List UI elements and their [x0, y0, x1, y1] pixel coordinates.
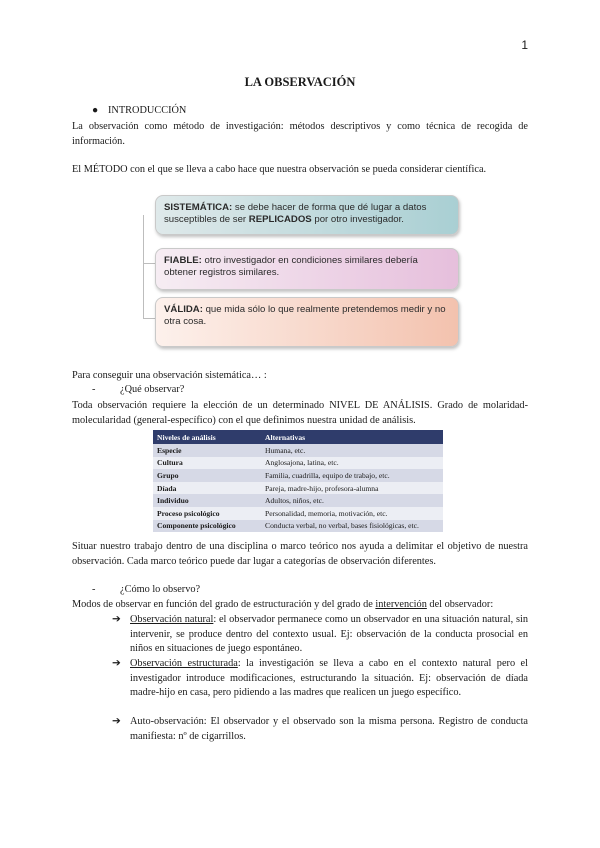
diagram-box-sistematica	[155, 195, 459, 235]
page-number: 1	[521, 38, 528, 52]
list-item	[112, 715, 528, 744]
box-key: REPLICADOS	[248, 214, 312, 225]
box-key: FIABLE:	[164, 255, 202, 266]
arrow-icon: ➔	[112, 716, 121, 727]
table-cell: Humana, etc.	[261, 444, 443, 457]
levels-table	[153, 430, 443, 532]
table-row	[153, 507, 443, 520]
arrow-icon: ➔	[112, 614, 121, 625]
table-cell: Díada	[153, 482, 261, 495]
table-row	[153, 469, 443, 482]
paragraph-sistematica: Para conseguir una observación sistemática… :	[72, 370, 267, 381]
table-cell: Componente psicológico	[153, 520, 261, 533]
table-row	[153, 520, 443, 533]
paragraph-intro: La observación como método de investigación: métodos descriptivos y como técnica de recogida de información.	[72, 121, 528, 147]
box-text: otro investigador en condiciones similares debería obtener registros similares.	[164, 255, 418, 278]
table-header: Alternativas	[261, 430, 443, 444]
table-cell: Individuo	[153, 494, 261, 507]
intro-bullet	[92, 105, 186, 116]
diagram-box-valida	[155, 297, 459, 347]
paragraph-metodo: El MÉTODO con el que se lleva a cabo hace que nuestra observación se pueda considerar científica.	[72, 164, 487, 175]
box-key: VÁLIDA:	[164, 304, 203, 315]
list-item-key: Observación natural	[130, 614, 214, 625]
arrow-icon: ➔	[112, 658, 121, 669]
table-cell: Familia, cuadrilla, equipo de trabajo, etc.	[261, 469, 443, 482]
table-cell: Personalidad, memoria, motivación, etc.	[261, 507, 443, 520]
method-diagram	[143, 193, 461, 353]
table-row	[153, 482, 443, 495]
table-row	[153, 444, 443, 457]
table-row	[153, 457, 443, 470]
box-text: que mida sólo lo que realmente pretendemos medir y no otra cosa.	[164, 304, 446, 327]
table-header-row	[153, 430, 443, 444]
table-header: Niveles de análisis	[153, 430, 261, 444]
list-item-text: : la investigación se lleva a cabo en el contexto natural pero el investigador introduce modificaciones, estructurando la situación. Ej: observación de díada madre-hijo en casa, pero pidiendo a las madres que realicen un juego específico.	[130, 658, 528, 699]
table-cell: Anglosajona, latina, etc.	[261, 457, 443, 470]
paragraph-nivel-analisis: Toda observación requiere la elección de un determinado NIVEL DE ANÁLISIS. Grado de molaridad-molecularidad (general-específico) con el que definimos nuestra unidad de análisis.	[72, 400, 528, 426]
question-que-observar	[92, 384, 184, 395]
list-item-text: Auto-observación: El observador y el observado son la misma persona. Registro de conducta manifiesta: nº de cigarrillos.	[130, 716, 528, 742]
question-text: ¿Cómo lo observo?	[120, 584, 201, 595]
question-como-observo	[92, 584, 200, 595]
paragraph-text: Modos de observar en función del grado de estructuración y del grado de	[72, 599, 376, 610]
paragraph-marco-teorico: Situar nuestro trabajo dentro de una disciplina o marco teórico nos ayuda a delimitar el objetivo de nuestra observación. Cada marco teórico puede dar lugar a categorías de observación diferentes.	[72, 541, 528, 567]
question-text: ¿Qué observar?	[120, 384, 185, 395]
page-title: LA OBSERVACIÓN	[244, 75, 356, 89]
table-cell: Grupo	[153, 469, 261, 482]
table-cell: Proceso psicológico	[153, 507, 261, 520]
table-cell: Pareja, madre-hijo, profesora-alumna	[261, 482, 443, 495]
dash-icon: -	[92, 384, 96, 395]
paragraph-modos	[72, 598, 528, 613]
paragraph-text: del observador:	[426, 599, 494, 610]
list-item-key: Observación estructurada	[130, 658, 238, 669]
box-text: se debe hacer de forma que dé lugar a datos susceptibles de ser	[164, 202, 427, 225]
list-item-text: : el observador permanece como un observador en una situación natural, sin intervenir, se produce dentro del contexto usual. Ej: observación de la conducta prosocial en niños en situaciones de juego espontáneo.	[130, 614, 528, 655]
box-key: SISTEMÁTICA:	[164, 202, 233, 213]
underlined-term: intervención	[375, 599, 427, 610]
table-cell: Conducta verbal, no verbal, bases fisiológicas, etc.	[261, 520, 443, 533]
table-row	[153, 494, 443, 507]
diagram-box-fiable	[155, 248, 459, 290]
list-item	[112, 657, 528, 701]
table-cell: Especie	[153, 444, 261, 457]
table-cell: Adultos, niños, etc.	[261, 494, 443, 507]
box-text: por otro investigador.	[311, 214, 404, 225]
table-cell: Cultura	[153, 457, 261, 470]
bullet-icon: ●	[92, 105, 99, 116]
intro-heading: INTRODUCCIÓN	[108, 105, 187, 116]
list-item	[112, 613, 528, 657]
dash-icon: -	[92, 584, 96, 595]
